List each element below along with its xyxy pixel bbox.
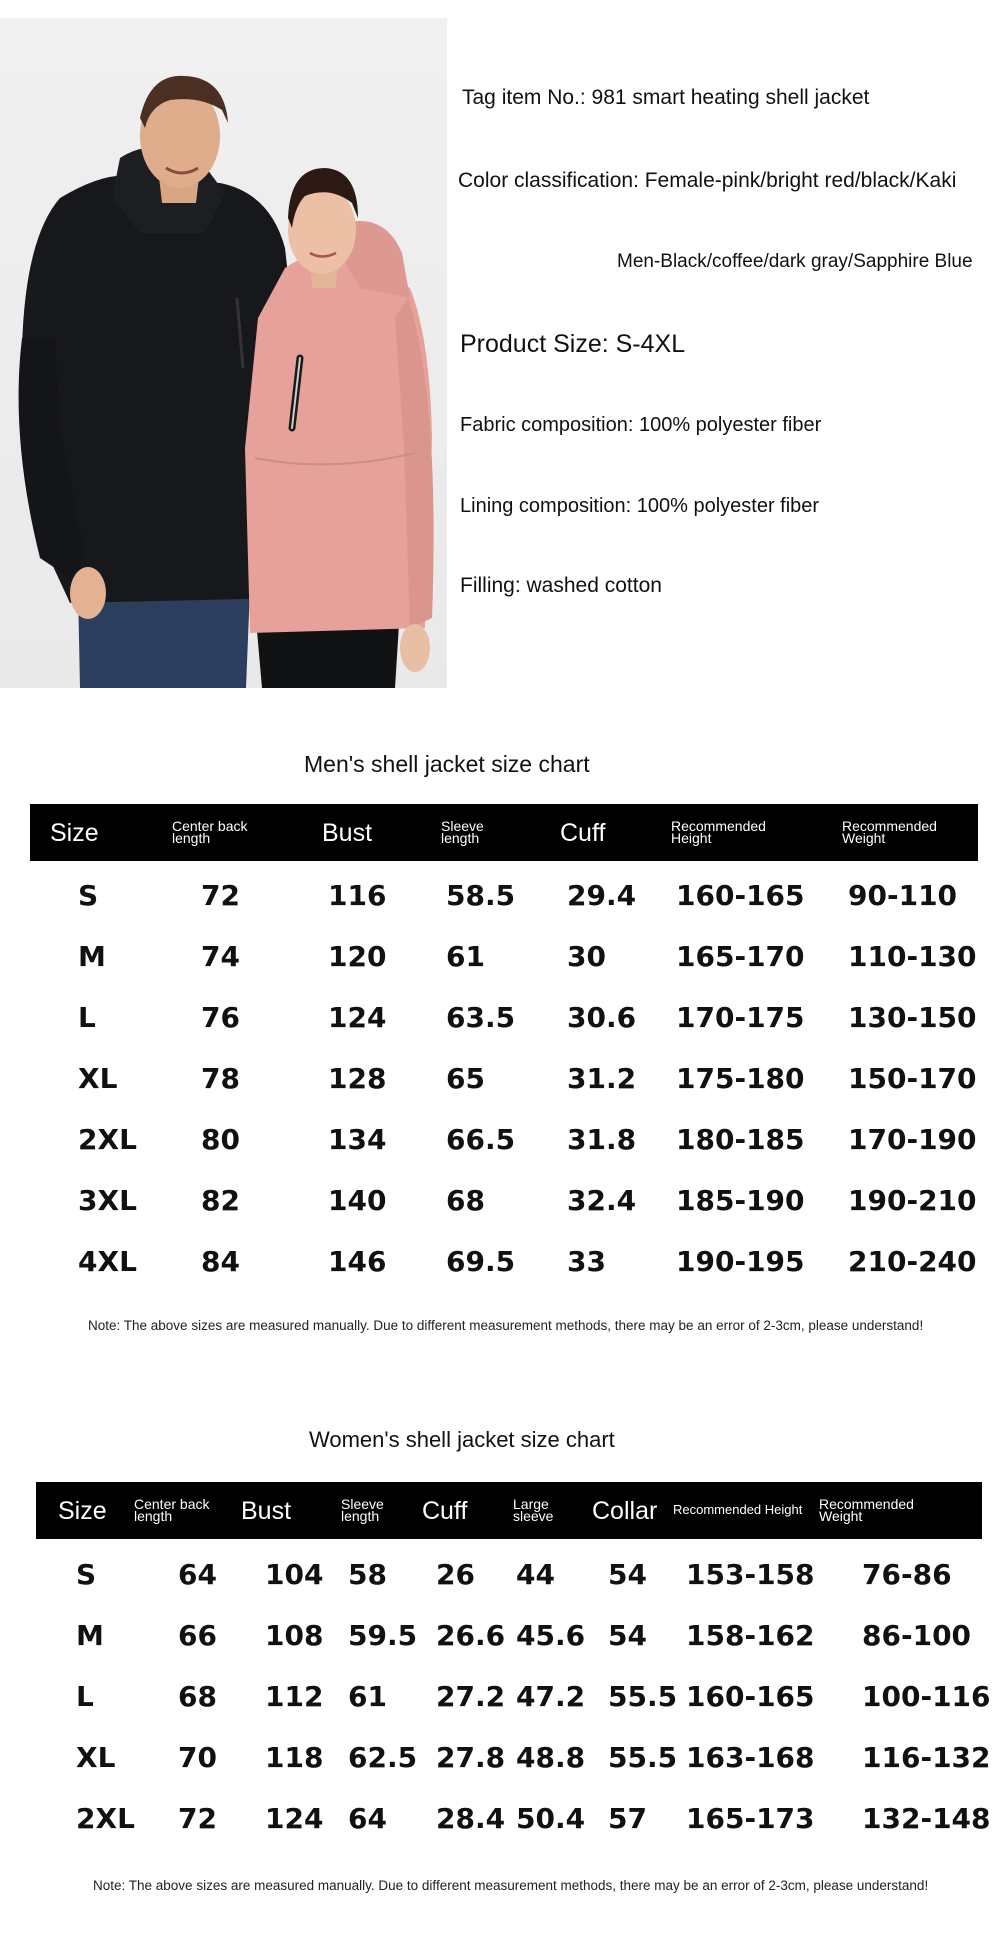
cell-size: XL bbox=[76, 1741, 116, 1774]
cell-weight: 76-86 bbox=[862, 1558, 952, 1591]
cell-weight: 132-148 bbox=[862, 1802, 991, 1835]
mens-table-header bbox=[30, 804, 978, 861]
cell-size: M bbox=[78, 940, 106, 973]
cell-height: 180-185 bbox=[676, 1123, 805, 1156]
cell-sleeve: 63.5 bbox=[446, 1001, 516, 1034]
header-size: Size bbox=[58, 1497, 107, 1525]
cell-weight: 90-110 bbox=[848, 879, 958, 912]
cell-cuff: 26 bbox=[436, 1558, 475, 1591]
table-row bbox=[0, 1231, 1000, 1292]
cell-large-sleeve: 50.4 bbox=[516, 1802, 586, 1835]
cell-center-back: 72 bbox=[201, 879, 240, 912]
cell-center-back: 64 bbox=[178, 1558, 217, 1591]
header-recommended-weight: Recommended Weight bbox=[819, 1496, 914, 1524]
product-size-line: Product Size: S-4XL bbox=[460, 330, 686, 358]
cell-cuff: 33 bbox=[567, 1245, 606, 1278]
cell-cuff: 29.4 bbox=[567, 879, 637, 912]
cell-center-back: 84 bbox=[201, 1245, 240, 1278]
lining-composition-line: Lining composition: 100% polyester fiber bbox=[460, 495, 820, 517]
filling-line: Filling: washed cotton bbox=[460, 574, 662, 597]
cell-cuff: 28.4 bbox=[436, 1802, 506, 1835]
cell-height: 170-175 bbox=[676, 1001, 805, 1034]
cell-sleeve: 62.5 bbox=[348, 1741, 418, 1774]
cell-large-sleeve: 48.8 bbox=[516, 1741, 586, 1774]
header-size: Size bbox=[50, 819, 99, 847]
header-recommended-weight: Recommended Weight bbox=[842, 818, 937, 846]
cell-bust: 124 bbox=[265, 1802, 324, 1835]
cell-height: 165-173 bbox=[686, 1802, 815, 1835]
cell-center-back: 76 bbox=[201, 1001, 240, 1034]
cell-bust: 128 bbox=[328, 1062, 387, 1095]
cell-center-back: 80 bbox=[201, 1123, 240, 1156]
table-row bbox=[0, 1048, 1000, 1109]
cell-sleeve: 64 bbox=[348, 1802, 387, 1835]
header-collar: Collar bbox=[592, 1497, 658, 1525]
mens-chart-title: Men's shell jacket size chart bbox=[304, 751, 590, 777]
cell-bust: 104 bbox=[265, 1558, 324, 1591]
cell-bust: 146 bbox=[328, 1245, 387, 1278]
cell-center-back: 78 bbox=[201, 1062, 240, 1095]
cell-size: S bbox=[76, 1558, 97, 1591]
cell-height: 160-165 bbox=[676, 879, 805, 912]
cell-size: 3XL bbox=[78, 1184, 137, 1217]
table-row bbox=[0, 1788, 1000, 1849]
cell-bust: 116 bbox=[328, 879, 387, 912]
cell-height: 175-180 bbox=[676, 1062, 805, 1095]
womens-chart-note: Note: The above sizes are measured manually. Due to different measurement methods, there may be an error of 2-3cm, please understand! bbox=[93, 1878, 929, 1893]
cell-size: M bbox=[76, 1619, 104, 1652]
cell-sleeve: 69.5 bbox=[446, 1245, 516, 1278]
cell-size: 2XL bbox=[76, 1802, 135, 1835]
cell-weight: 130-150 bbox=[848, 1001, 977, 1034]
cell-bust: 108 bbox=[265, 1619, 324, 1652]
cell-cuff: 30.6 bbox=[567, 1001, 637, 1034]
cell-weight: 116-132 bbox=[862, 1741, 991, 1774]
cell-sleeve: 58.5 bbox=[446, 879, 516, 912]
cell-sleeve: 58 bbox=[348, 1558, 387, 1591]
cell-sleeve: 61 bbox=[446, 940, 485, 973]
header-large-sleeve: Large sleeve bbox=[513, 1496, 554, 1524]
header-recommended-height: Recommended Height bbox=[673, 1502, 803, 1517]
cell-height: 185-190 bbox=[676, 1184, 805, 1217]
table-row bbox=[0, 865, 1000, 926]
table-row bbox=[0, 1605, 1000, 1666]
header-sleeve-length: Sleeve length bbox=[341, 1496, 384, 1524]
table-row bbox=[0, 1727, 1000, 1788]
cell-cuff: 31.2 bbox=[567, 1062, 637, 1095]
table-row bbox=[0, 1170, 1000, 1231]
cell-bust: 124 bbox=[328, 1001, 387, 1034]
cell-weight: 150-170 bbox=[848, 1062, 977, 1095]
cell-size: XL bbox=[78, 1062, 118, 1095]
cell-center-back: 74 bbox=[201, 940, 240, 973]
cell-center-back: 66 bbox=[178, 1619, 217, 1652]
cell-sleeve: 61 bbox=[348, 1680, 387, 1713]
cell-cuff: 27.8 bbox=[436, 1741, 506, 1774]
header-cuff: Cuff bbox=[560, 819, 606, 847]
cell-height: 190-195 bbox=[676, 1245, 805, 1278]
cell-collar: 54 bbox=[608, 1619, 647, 1652]
table-row bbox=[0, 1666, 1000, 1727]
table-row bbox=[0, 926, 1000, 987]
couple-in-jackets-illustration bbox=[0, 18, 447, 688]
cell-cuff: 31.8 bbox=[567, 1123, 637, 1156]
cell-sleeve: 68 bbox=[446, 1184, 485, 1217]
cell-cuff: 27.2 bbox=[436, 1680, 506, 1713]
men-colors-line: Men-Black/coffee/dark gray/Sapphire Blue bbox=[617, 251, 973, 272]
cell-collar: 55.5 bbox=[608, 1741, 678, 1774]
cell-height: 160-165 bbox=[686, 1680, 815, 1713]
cell-center-back: 72 bbox=[178, 1802, 217, 1835]
cell-sleeve: 59.5 bbox=[348, 1619, 418, 1652]
cell-height: 158-162 bbox=[686, 1619, 815, 1652]
cell-size: 4XL bbox=[78, 1245, 137, 1278]
cell-weight: 210-240 bbox=[848, 1245, 977, 1278]
table-row bbox=[0, 1109, 1000, 1170]
table-row bbox=[0, 987, 1000, 1048]
cell-cuff: 30 bbox=[567, 940, 606, 973]
cell-center-back: 68 bbox=[178, 1680, 217, 1713]
cell-bust: 134 bbox=[328, 1123, 387, 1156]
cell-weight: 190-210 bbox=[848, 1184, 977, 1217]
header-bust: Bust bbox=[322, 819, 373, 847]
cell-weight: 86-100 bbox=[862, 1619, 972, 1652]
cell-large-sleeve: 45.6 bbox=[516, 1619, 586, 1652]
cell-size: L bbox=[76, 1680, 94, 1713]
header-center-back-length: Center back length bbox=[172, 818, 248, 846]
header-sleeve-length: Sleeve length bbox=[441, 818, 484, 846]
cell-bust: 120 bbox=[328, 940, 387, 973]
cell-collar: 55.5 bbox=[608, 1680, 678, 1713]
cell-cuff: 26.6 bbox=[436, 1619, 506, 1652]
header-cuff: Cuff bbox=[422, 1497, 468, 1525]
header-recommended-height: Recommended Height bbox=[671, 818, 766, 846]
cell-large-sleeve: 44 bbox=[516, 1558, 555, 1591]
cell-sleeve: 66.5 bbox=[446, 1123, 516, 1156]
womens-chart-title: Women's shell jacket size chart bbox=[309, 1427, 615, 1452]
cell-height: 153-158 bbox=[686, 1558, 815, 1591]
table-row bbox=[0, 1544, 1000, 1605]
header-center-back-length: Center back length bbox=[134, 1496, 210, 1524]
product-photo bbox=[0, 18, 447, 688]
cell-large-sleeve: 47.2 bbox=[516, 1680, 586, 1713]
cell-center-back: 82 bbox=[201, 1184, 240, 1217]
header-bust: Bust bbox=[241, 1497, 292, 1525]
mens-chart-note: Note: The above sizes are measured manually. Due to different measurement methods, there may be an error of 2-3cm, please understand! bbox=[88, 1318, 924, 1333]
womens-table-header bbox=[36, 1482, 982, 1539]
cell-weight: 100-116 bbox=[862, 1680, 991, 1713]
tag-item-line: Tag item No.: 981 smart heating shell jacket bbox=[462, 86, 870, 109]
cell-weight: 110-130 bbox=[848, 940, 977, 973]
cell-bust: 118 bbox=[265, 1741, 324, 1774]
cell-sleeve: 65 bbox=[446, 1062, 485, 1095]
fabric-composition-line: Fabric composition: 100% polyester fiber bbox=[460, 414, 822, 436]
cell-height: 163-168 bbox=[686, 1741, 815, 1774]
cell-size: 2XL bbox=[78, 1123, 137, 1156]
cell-center-back: 70 bbox=[178, 1741, 217, 1774]
cell-height: 165-170 bbox=[676, 940, 805, 973]
cell-weight: 170-190 bbox=[848, 1123, 977, 1156]
cell-collar: 54 bbox=[608, 1558, 647, 1591]
cell-size: L bbox=[78, 1001, 96, 1034]
cell-cuff: 32.4 bbox=[567, 1184, 637, 1217]
cell-size: S bbox=[78, 879, 99, 912]
cell-collar: 57 bbox=[608, 1802, 647, 1835]
cell-bust: 140 bbox=[328, 1184, 387, 1217]
color-classification-line: Color classification: Female-pink/bright red/black/Kaki bbox=[458, 169, 957, 192]
cell-bust: 112 bbox=[265, 1680, 324, 1713]
